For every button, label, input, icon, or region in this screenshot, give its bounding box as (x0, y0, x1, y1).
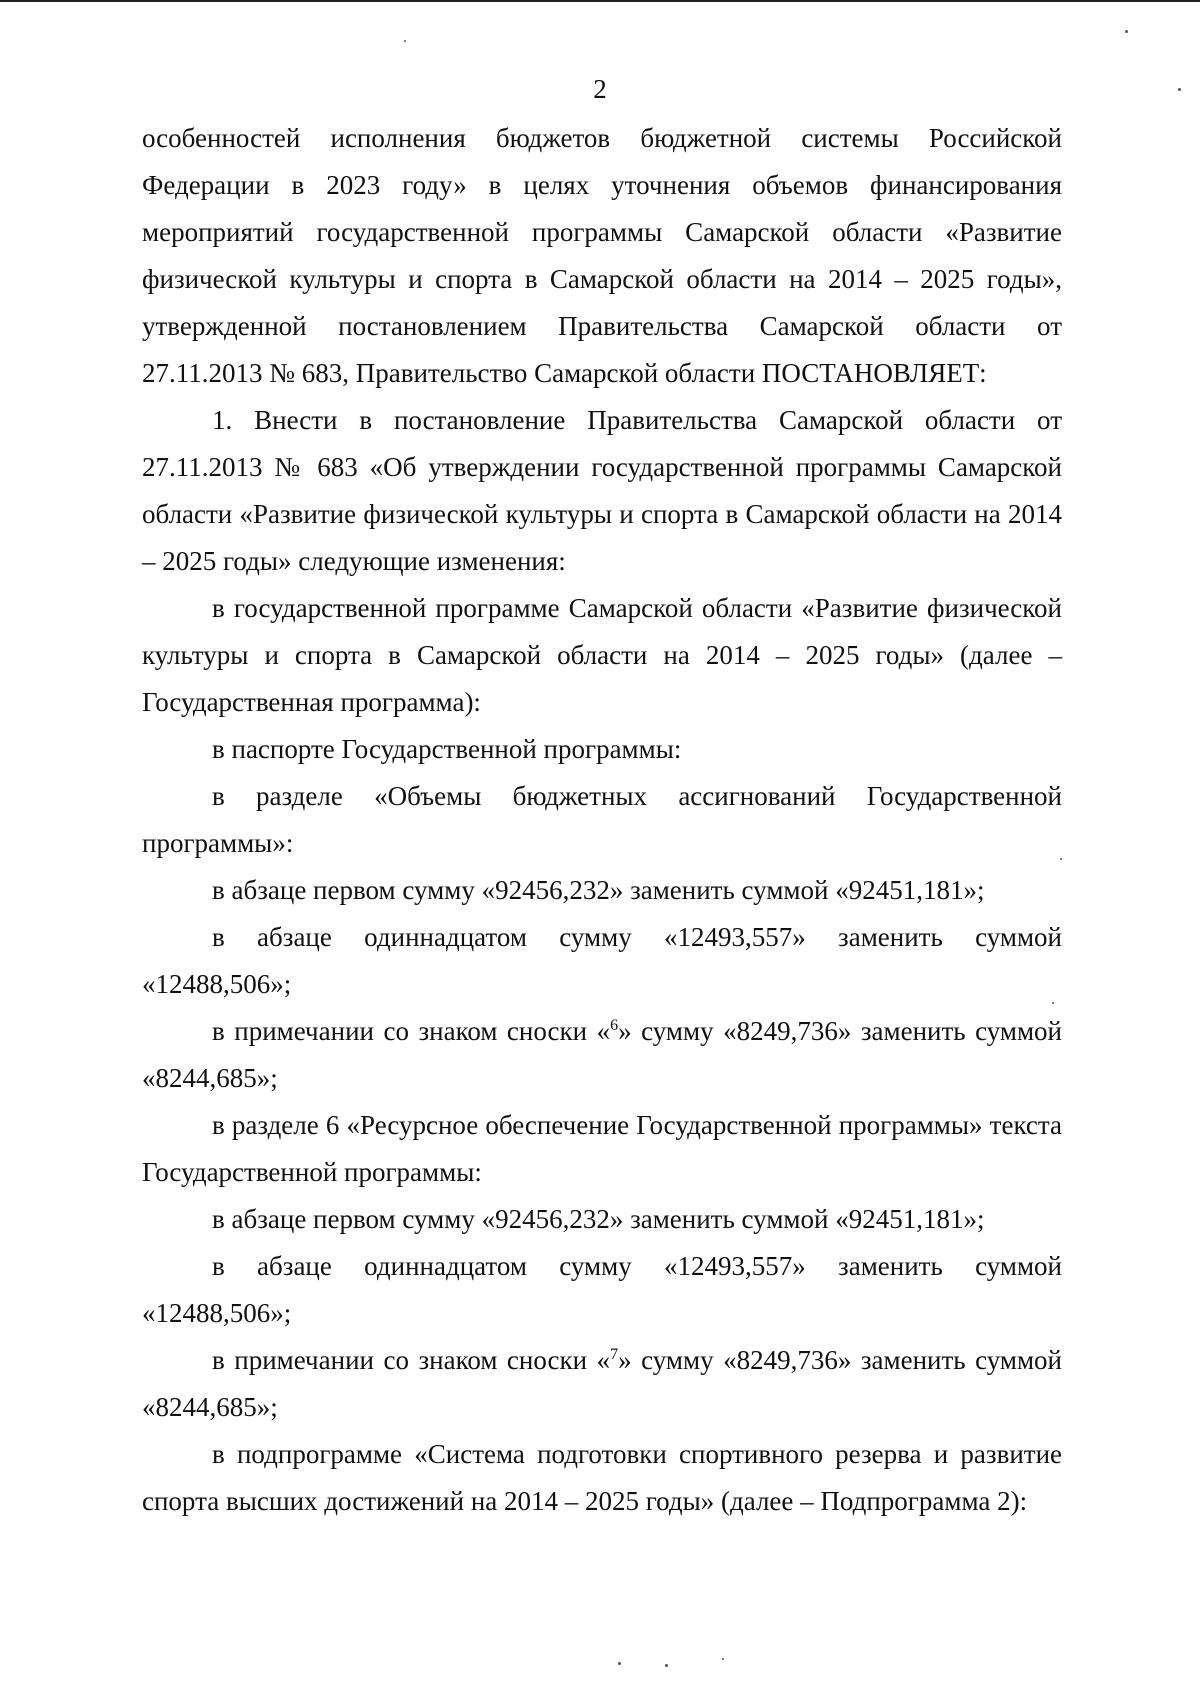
scan-speck (722, 1658, 724, 1660)
page-number: 2 (593, 74, 607, 104)
paragraph-first-sum-2: в абзаце первом сумму «92456,232» заменить суммой «92451,181»; (212, 1204, 985, 1234)
footnote-text-after: » сумму «8249,736» заменить суммой «8244,685»; (142, 1016, 1062, 1093)
paragraph-subprogram-2: в подпрограмме «Система подготовки спортивного резерва и развитие спорта высших достижений на 2014 – 2025 годы» (далее – Подпрограмма 2): (142, 1439, 1062, 1516)
scan-speck (1060, 858, 1062, 860)
page-top-edge (0, 0, 1200, 2)
paragraph-preamble: особенностей исполнения бюджетов бюджетной системы Российской Федерации в 2023 году» в целях уточнения объемов финансирования мероприятий государственной программы Самарской области «Развитие физической культуры и спорта в Самарской области на 2014 – 2025 годы», утвержденной постановлением Правительства Самарской области от 27.11.2013 № 683, Правительство Самарской области ПОСТАНОВЛЯЕТ: (142, 123, 1062, 388)
footnote-text-before: в примечании со знаком сноски « (212, 1345, 611, 1375)
footnote-mark: 7 (610, 1346, 619, 1363)
paragraph-item-1: 1. Внести в постановление Правительства Самарской области от 27.11.2013 № 683 «Об утверждении государственной программы Самарской области «Развитие физической культуры и спорта в Самарской области на 2014 – 2025 годы» следующие изменения: (142, 405, 1062, 576)
footnote-text-after: » сумму «8249,736» заменить суммой «8244,685»; (142, 1345, 1062, 1422)
paragraph-eleventh-sum: в абзаце одиннадцатом сумму «12493,557» заменить суммой «12488,506»; (142, 922, 1062, 999)
footnote-mark: 6 (610, 1017, 619, 1034)
paragraph-footnote-6 (142, 1008, 1062, 1102)
paragraph-section-6: в разделе 6 «Ресурсное обеспечение Государственной программы» текста Государственной программы: (142, 1110, 1062, 1187)
scan-speck (618, 1662, 621, 1665)
scan-speck (1178, 88, 1181, 91)
paragraph-footnote-7 (142, 1337, 1062, 1431)
paragraph-passport: в паспорте Государственной программы: (212, 734, 682, 764)
scan-speck (404, 40, 406, 42)
paragraph-eleventh-sum-2: в абзаце одиннадцатом сумму «12493,557» заменить суммой «12488,506»; (142, 1251, 1062, 1328)
paragraph-section-budget: в разделе «Объемы бюджетных ассигнований Государственной программы»: (142, 781, 1062, 858)
paragraph-first-sum: в абзаце первом сумму «92456,232» заменить суммой «92451,181»; (212, 875, 985, 905)
scan-speck (665, 1664, 668, 1667)
scan-speck (1052, 1002, 1054, 1004)
paragraph-state-program: в государственной программе Самарской области «Развитие физической культуры и спорта в Самарской области на 2014 – 2025 годы» (далее – Государственная программа): (142, 593, 1062, 717)
scan-speck (1125, 30, 1128, 33)
footnote-text-before: в примечании со знаком сноски « (212, 1016, 611, 1046)
document-body (142, 115, 1062, 1525)
